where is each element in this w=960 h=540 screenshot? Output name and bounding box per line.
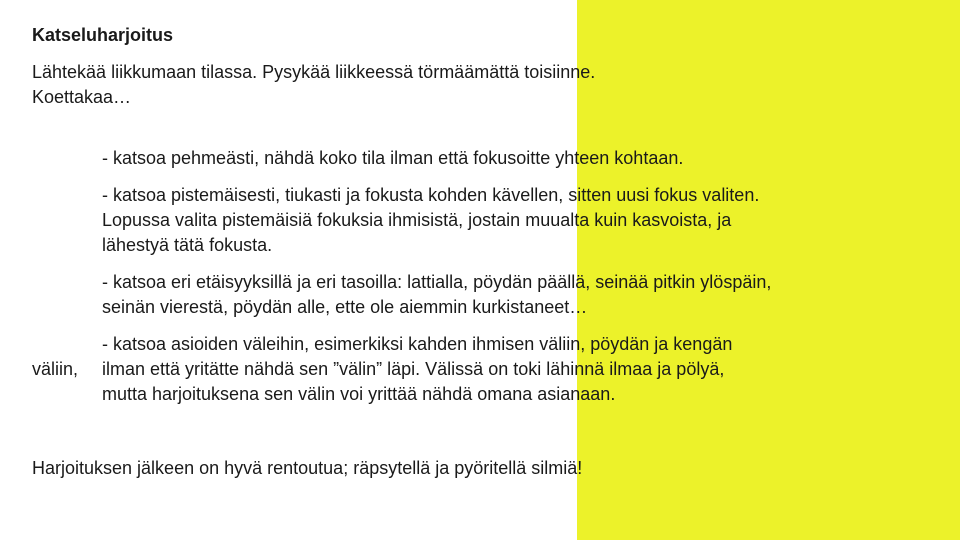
- item-line: - katsoa pehmeästi, nähdä koko tila ilman että fokusoitte yhteen kohtaan.: [102, 148, 684, 168]
- closing-paragraph: Harjoituksen jälkeen on hyvä rentoutua; räpsytellä ja pyöritellä silmiä!: [32, 458, 583, 478]
- item-line: ilman että yritätte nähdä sen ”välin” läpi. Välissä on toki lähinnä ilmaa ja pölyä,: [102, 359, 725, 379]
- item-line: - katsoa asioiden väleihin, esimerkiksi kahden ihmisen väliin, pöydän ja kengän: [102, 334, 733, 354]
- item-line: Lopussa valita pistemäisiä fokuksia ihmisistä, jostain muualta kuin kasvoista, ja: [102, 210, 732, 230]
- item-line: seinän vierestä, pöydän alle, ette ole aiemmin kurkistaneet…: [102, 297, 588, 317]
- item-line: - katsoa eri etäisyyksillä ja eri tasoilla: lattialla, pöydän päällä, seinää pitkin ylöspäin,: [102, 272, 772, 292]
- slide-title: Katseluharjoitus: [32, 25, 174, 45]
- exercise-item-point-focus: [102, 183, 942, 258]
- intro-paragraph: [32, 60, 912, 110]
- intro-line: Lähtekää liikkumaan tilassa. Pysykää liikkeessä törmäämättä toisiinne.: [32, 62, 596, 82]
- intro-line: Koettakaa…: [32, 87, 132, 107]
- exercise-item-soft-gaze: [102, 146, 942, 171]
- exercise-item-distances: [102, 270, 942, 320]
- item-line: mutta harjoituksena sen välin voi yrittää nähdä omana asianaan.: [102, 384, 616, 404]
- item-line: lähestyä tätä fokusta.: [102, 235, 273, 255]
- exercise-item-between-things: [102, 332, 942, 407]
- item-line: - katsoa pistemäisesti, tiukasti ja fokusta kohden kävellen, sitten uusi fokus valiten.: [102, 185, 760, 205]
- item-prefix-text: väliin,: [32, 359, 79, 379]
